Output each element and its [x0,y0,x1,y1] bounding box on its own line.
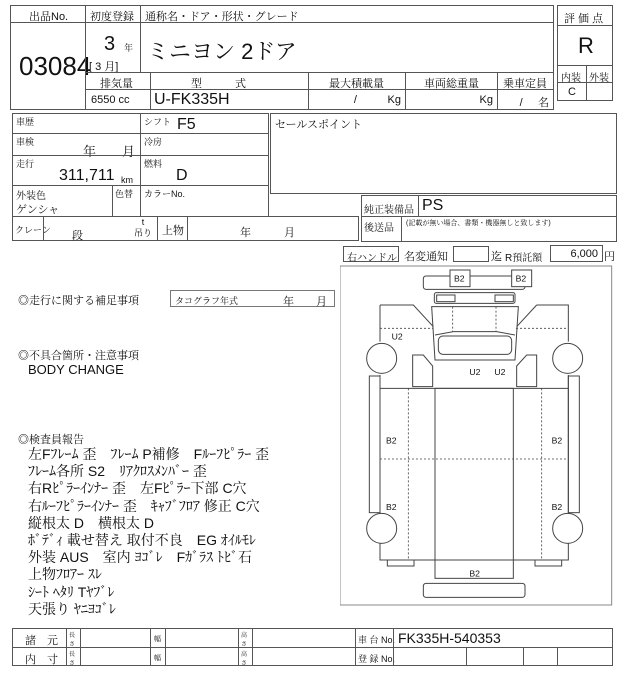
length-label: 長さ [69,652,76,667]
exterior-cell [586,82,613,101]
gross-weight-label-cell [405,72,498,90]
year-unit: 年 [124,43,134,53]
width-label: 幅 [154,655,161,662]
report-line: 縦根太 D 横根太 D [28,514,154,531]
rear-bumper [423,583,525,597]
shift-cell [140,113,269,134]
max-load-label: 最大積載量 [329,78,384,90]
car-name: ミニヨン 2ドア [147,39,297,64]
score-label-cell [557,5,613,26]
report-line: 外装 AUS 室内 ﾖｺﾞﾚ Fｶﾞﾗｽ ﾄﾋﾞ石 [28,549,253,566]
shift-value: F5 [177,116,196,133]
report-line: 上物ﾌﾛｱｰ ｽﾚ [28,566,102,583]
rear-light-left [387,560,414,566]
interior-score: C [568,86,576,98]
gross-weight-cell [405,89,498,110]
recycle-fee: 6,000 [570,248,598,260]
rear-light-right [535,560,562,566]
name-change-label: 名変通知 [404,251,448,263]
inner-label: 内 寸 [25,654,58,666]
later-note: (記載が無い場合、書類・機器無しと致します) [406,220,551,227]
score-label: 評 価 点 [564,13,604,25]
color-change-cell [112,185,141,217]
chassis-label: 車 台 No. [358,635,396,645]
reg-cell-1 [393,647,467,666]
damage-mark: B2 [515,273,527,284]
first-reg-label: 初度登録 [90,11,134,23]
tacho-cell [170,290,335,307]
diagram-frame [340,266,612,605]
sales-point-label: セールスポイント [275,119,363,131]
damage-mark: B2 [551,435,563,446]
later-label: 後送品 [364,223,394,234]
exterior-label-cell [586,65,613,83]
inner-width-cell [165,647,239,666]
windshield [438,336,511,354]
lot-label-cell [10,5,86,23]
tacho-date: 年 月 [283,296,327,308]
report-line: 右Rﾋﾟﾗｰｲﾝﾅｰ 歪 左Fﾋﾟﾗｰ下部 C穴 [28,480,247,497]
crane-stage: 段 [72,230,83,242]
color-no-cell [140,185,269,217]
mileage-label: 走行 [16,159,35,169]
reg-cell-3 [523,647,558,666]
vehicle-damage-diagram [340,260,640,680]
model-label: 型 式 [191,78,246,90]
spec-width-cell [165,628,239,648]
damage-mark: B2 [551,502,563,512]
report-line: ﾌﾚｰﾑ各所 S2 ﾘｱｸﾛｽﾒﾝﾊﾞｰ 歪 [28,463,207,480]
wheel-rear-left [367,513,397,543]
left-step [369,376,380,513]
fuel-cell [140,155,269,186]
spec-length-cell [80,628,151,648]
first-reg-year: 3 [104,33,116,55]
history-label: 車歴 [16,117,35,127]
reg-label: 登 録 No. [358,654,396,664]
score-cell [557,25,613,66]
report-line: 右ﾙｰﾌﾋﾟﾗｰｲﾝﾅｰ 歪 ｷｬﾌﾞﾌﾛｱ 修正 C穴 [28,497,260,514]
displacement-label: 排気量 [100,78,133,90]
lot-number-cell [10,22,92,110]
color-change-label: 色替 [115,189,134,199]
color-value: ゲンシャ [16,204,60,216]
handle-value: 右ハンドル [347,253,397,264]
fuel-label: 燃料 [144,159,163,169]
inner-height-cell [252,647,356,666]
name-label: 通称名・ドア・形状・グレード [145,11,299,23]
inspection-label: 車検 [16,137,35,147]
capacity-label: 乗車定員 [503,78,547,90]
length-label: 長さ [69,633,76,648]
model-cell [150,89,309,110]
first-reg-label-cell [85,5,141,23]
reg-cell-2 [466,647,524,666]
model-label-cell [150,72,309,90]
reg-label-cell [355,647,394,666]
wheel-rear-right [553,513,583,543]
exterior-label: 外装 [589,73,609,84]
displacement-label-cell [85,72,151,90]
chassis-label-cell [355,628,394,648]
interior-label: 内装 [561,73,581,84]
inspection-cell [12,133,141,159]
damage-mark: U2 [391,331,403,342]
ac-label: 冷房 [144,137,163,147]
crane-ton: t 吊り [134,217,153,238]
interior-label-cell [557,65,587,83]
inner-label-cell [12,647,67,666]
equipment-value: PS [422,197,444,214]
gross-weight-label: 車両総重量 [424,78,479,90]
first-reg-cell [85,22,141,73]
crane-label-cell [12,216,51,241]
mileage-value: 311,711 [59,167,115,184]
equipment-label-cell [361,195,419,217]
max-load-cell [308,89,406,110]
height-label: 高さ [241,633,248,648]
damage-mark: B2 [469,568,480,579]
damage-mark: B2 [386,435,397,446]
name-label-cell [140,5,554,23]
report-line: 天張り ﾔﾆﾖｺﾞﾚ [28,600,116,617]
color-cell [12,185,113,217]
mileage-unit: km [121,175,133,185]
damage-mark: U2 [494,367,506,377]
right-step [568,376,579,513]
chassis-number: FK335H-540353 [398,630,501,646]
right-mirror [517,355,537,387]
wheel-front-left [367,343,397,373]
damage-mark: B2 [386,502,397,512]
recycle-label: R預託額 [505,253,543,264]
sales-point-cell [270,113,617,194]
inspector-report [28,446,269,618]
spec-width-label-cell [150,628,166,648]
first-reg-month: [ 3 月] [89,61,119,73]
until-label: 迄 [491,251,502,263]
later-cell [401,216,617,242]
tacho-label: タコグラフ年式 [175,296,239,306]
upper-date: 年 月 [240,227,295,239]
mileage-cell [12,155,141,186]
yen-label: 円 [604,251,615,263]
capacity: / 名 [519,97,549,109]
defect-label: ◎不具合箇所・注意事項 [18,350,139,362]
upper-label: 上物 [162,225,184,237]
reg-cell-4 [557,647,613,666]
equipment-cell [418,195,617,217]
interior-cell [557,82,587,101]
damage-mark: U2 [469,367,481,377]
equipment-label: 純正装備品 [364,205,414,216]
height-label: 高さ [241,652,248,667]
upper-date-cell [187,216,359,241]
inspector-label: ◎検査員報告 [18,434,84,446]
width-label: 幅 [154,636,161,643]
spec-height-cell [252,628,356,648]
ac-cell [140,133,269,156]
spec-label-cell [12,628,67,648]
chassis-cell [393,628,613,648]
crane-label: クレーン [15,225,51,235]
cargo-bed [435,388,513,578]
report-line: ﾎﾞﾃﾞｨ 載せ替え 取付不良 EG ｵｲﾙﾓﾚ [28,532,256,549]
defect-value: BODY CHANGE [28,362,124,377]
driving-notes-label: ◎走行に関する補足事項 [18,295,139,307]
damage-mark: B2 [454,273,465,284]
history-cell [12,113,141,134]
spec-label: 諸 元 [25,635,58,647]
capacity-label-cell [497,72,554,90]
score-value: R [578,33,594,58]
lot-number: 03084 [19,51,92,81]
capacity-cell [497,89,554,110]
model: U-FK335H [154,91,230,108]
left-mirror [413,355,433,387]
front-bumper [423,273,527,289]
spec-height-label-cell [238,628,253,648]
name-cell [140,22,554,73]
inner-width-label-cell [150,647,166,666]
inner-height-label-cell [238,647,253,666]
upper-label-cell [157,216,188,241]
spec-length-label-cell [66,628,81,648]
report-line: 左Fﾌﾚｰﾑ 歪 ﾌﾚｰﾑ P補修 Fﾙｰﾌﾋﾟﾗｰ 歪 [28,446,270,462]
inner-length-label-cell [66,647,81,666]
inspection-value: 年 月 [83,144,136,159]
shift-label: シフト [144,117,172,127]
later-label-cell [361,216,402,242]
fuel-value: D [176,167,188,184]
lot-label: 出品No. [29,11,69,23]
color-label: 外装色 [16,191,46,202]
color-no-label: カラーNo. [144,189,186,199]
crane-cell [43,216,158,241]
max-load: / Kg [353,94,401,106]
inner-length-cell [80,647,151,666]
report-line: ｼｰﾄ ﾍﾀﾘ Tﾔﾌﾞﾚ [28,583,115,600]
displacement-cell [85,89,151,110]
max-load-label-cell [308,72,406,90]
wheel-front-right [553,343,583,373]
gross-weight: Kg [479,94,493,106]
body-outline [380,375,568,560]
displacement: 6550 cc [91,94,130,106]
